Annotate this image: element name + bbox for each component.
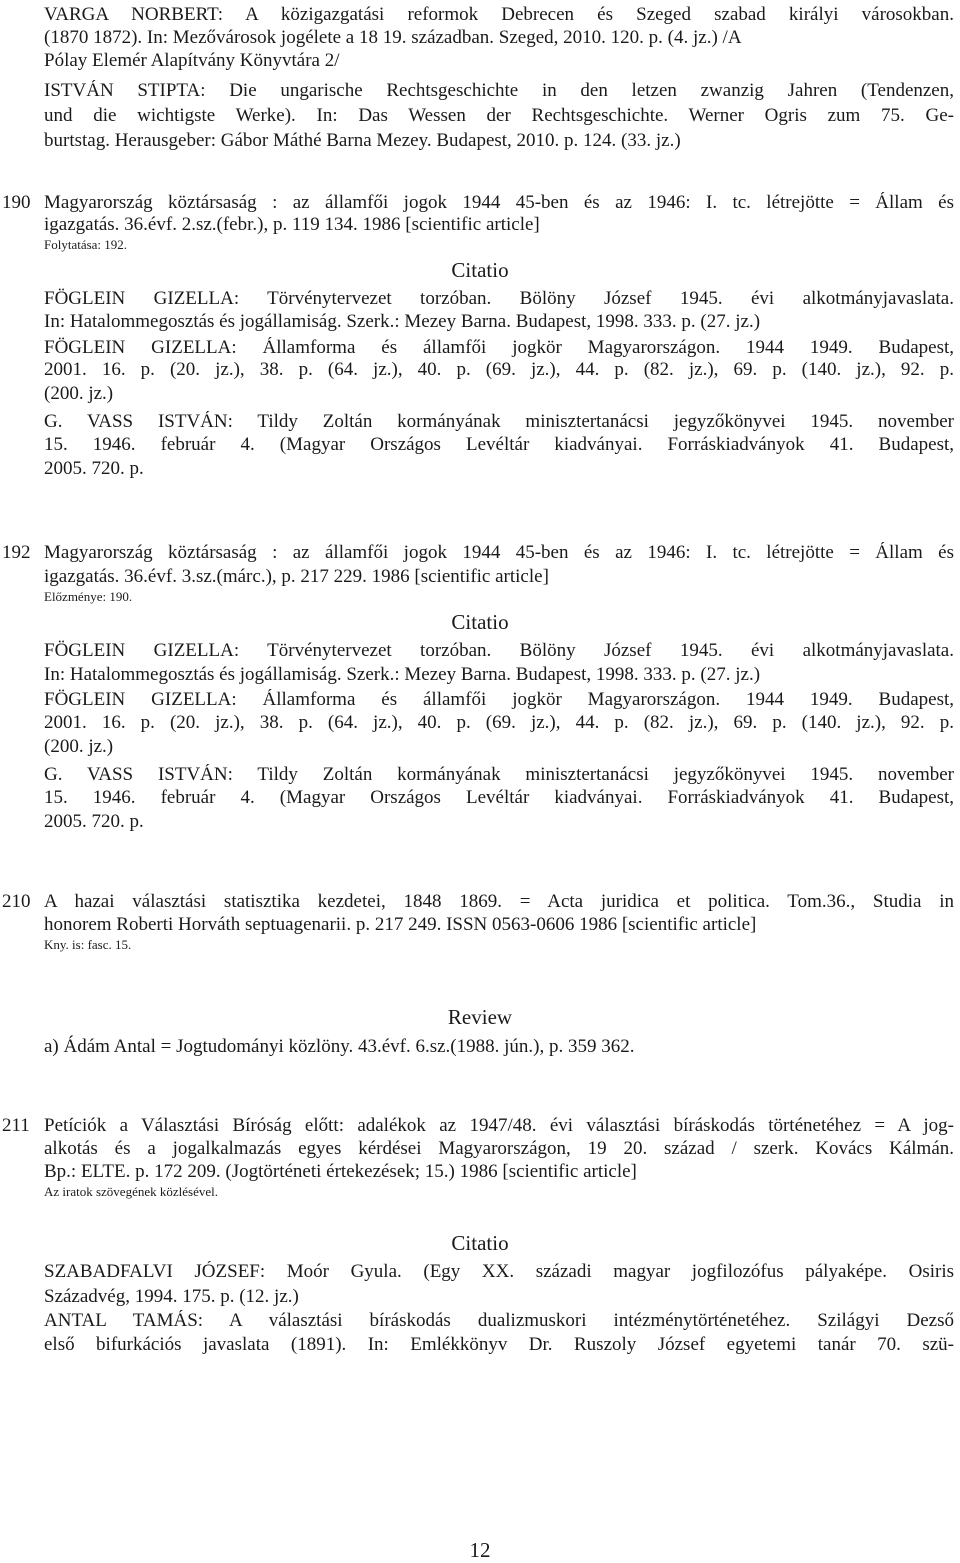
section-heading: Citatio [451, 1231, 509, 1255]
text-line: ANTAL TAMÁS: A választási bíráskodás dualizmuskori intézménytörténetéhez. Szilágyi Dezső [44, 1310, 954, 1331]
text-line: Pólay Elemér Alapítvány Könyvtára 2/ [44, 50, 340, 71]
text-line: (1870 1872). In: Mezővárosok jogélete a 18 19. században. Szeged, 2010. 120. p. (4. jz.) /A [44, 27, 742, 48]
section-heading: Citatio [451, 258, 509, 282]
text-line: G. VASS ISTVÁN: Tildy Zoltán kormányának minisztertanácsi jegyzőkönyvei 1945. november [44, 764, 954, 785]
text-line: A hazai választási statisztika kezdetei, 1848 1869. = Acta juridica et politica. Tom.36., Studia in [44, 891, 954, 912]
text-line: FÖGLEIN GIZELLA: Törvénytervezet torzóban. Bölöny József 1945. évi alkotmányjavaslata. [44, 288, 954, 309]
text-line: burtstag. Herausgeber: Gábor Máthé Barna Mezey. Budapest, 2010. p. 124. (33. jz.) [44, 130, 681, 151]
entry-note: Az iratok szövegének közlésével. [44, 1184, 218, 1199]
entry-note: Előzménye: 190. [44, 589, 133, 604]
entry-number: 211 [2, 1115, 30, 1136]
text-line: 2001. 16. p. (20. jz.), 38. p. (64. jz.), 40. p. (69. jz.), 44. p. (82. jz.), 69. p. (140. jz.), 92. p. [44, 712, 954, 733]
text-line: G. VASS ISTVÁN: Tildy Zoltán kormányának minisztertanácsi jegyzőkönyvei 1945. november [44, 411, 954, 432]
text-line: igazgatás. 36.évf. 2.sz.(febr.), p. 119 134. 1986 [scientific article] [44, 214, 540, 235]
entry-number: 192 [2, 542, 31, 563]
text-line: (200. jz.) [44, 383, 114, 404]
text-line: 2001. 16. p. (20. jz.), 38. p. (64. jz.), 40. p. (69. jz.), 44. p. (82. jz.), 69. p. (140. jz.), 92. p. [44, 359, 954, 380]
section-heading: Citatio [451, 610, 509, 634]
section-heading: Review [447, 1005, 513, 1029]
text-line: VARGA NORBERT: A közigazgatási reformok Debrecen és Szeged szabad királyi városokban. [44, 4, 954, 25]
text-line: In: Hatalommegosztás és jogállamiság. Szerk.: Mezey Barna. Budapest, 1998. 333. p. (27. jz.) [44, 664, 761, 685]
text-line: In: Hatalommegosztás és jogállamiság. Szerk.: Mezey Barna. Budapest, 1998. 333. p. (27. jz.) [44, 311, 761, 332]
text-line: első bifurkációs javaslata (1891). In: Emlékkönyv Dr. Ruszoly József egyetemi tanár 70. szü- [44, 1334, 954, 1355]
text-line: a) Ádám Antal = Jogtudományi közlöny. 43.évf. 6.sz.(1988. jún.), p. 359 362. [44, 1036, 635, 1057]
text-line: (200. jz.) [44, 736, 114, 757]
text-line: FÖGLEIN GIZELLA: Törvénytervezet torzóban. Bölöny József 1945. évi alkotmányjavaslata. [44, 640, 954, 661]
text-line: ISTVÁN STIPTA: Die ungarische Rechtsgeschichte in den letzen zwanzig Jahren (Tendenzen, [44, 80, 954, 101]
text-line: Magyarország köztársaság : az államfői jogok 1944 45-ben és az 1946: I. tc. létrejötte = Állam és [44, 192, 954, 213]
page-number: 12 [469, 1538, 491, 1562]
text-line: igazgatás. 36.évf. 3.sz.(márc.), p. 217 229. 1986 [scientific article] [44, 566, 549, 587]
text-line: und die wichtigste Werke). In: Das Wessen der Rechtsgeschichte. Werner Ogris zum 75. Ge- [44, 105, 954, 126]
entry-number: 190 [2, 192, 31, 213]
text-line: Petíciók a Választási Bíróság előtt: adalékok az 1947/48. évi választási bíráskodás történetéhez = A jog- [44, 1115, 954, 1136]
entry-note: Folytatása: 192. [44, 237, 128, 252]
text-line: 15. 1946. február 4. (Magyar Országos Levéltár kiadványai. Forráskiadványok 41. Budapest, [44, 434, 954, 455]
text-line: FÖGLEIN GIZELLA: Államforma és államfői jogkör Magyarországon. 1944 1949. Budapest, [44, 337, 954, 358]
text-line: Századvég, 1994. 175. p. (12. jz.) [44, 1286, 299, 1307]
entry-number: 210 [2, 891, 31, 912]
text-line: FÖGLEIN GIZELLA: Államforma és államfői jogkör Magyarországon. 1944 1949. Budapest, [44, 689, 954, 710]
text-line: 2005. 720. p. [44, 458, 144, 479]
text-line: honorem Roberti Horváth septuagenarii. p. 217 249. ISSN 0563-0606 1986 [scientific article] [44, 914, 757, 935]
text-line: 15. 1946. február 4. (Magyar Országos Levéltár kiadványai. Forráskiadványok 41. Budapest, [44, 787, 954, 808]
text-line: alkotás és a jogalkalmazás egyes kérdései Magyarországon, 19 20. század / szerk. Kovács Kálmán. [44, 1138, 954, 1159]
text-line: 2005. 720. p. [44, 811, 144, 832]
text-line: SZABADFALVI JÓZSEF: Moór Gyula. (Egy XX. századi magyar jogfilozófus pályaképe. Osiris [44, 1261, 954, 1282]
entry-note: Kny. is: fasc. 15. [44, 937, 132, 952]
text-line: Magyarország köztársaság : az államfői jogok 1944 45-ben és az 1946: I. tc. létrejötte = Állam és [44, 542, 954, 563]
text-line: Bp.: ELTE. p. 172 209. (Jogtörténeti értekezések; 15.) 1986 [scientific article] [44, 1161, 637, 1182]
